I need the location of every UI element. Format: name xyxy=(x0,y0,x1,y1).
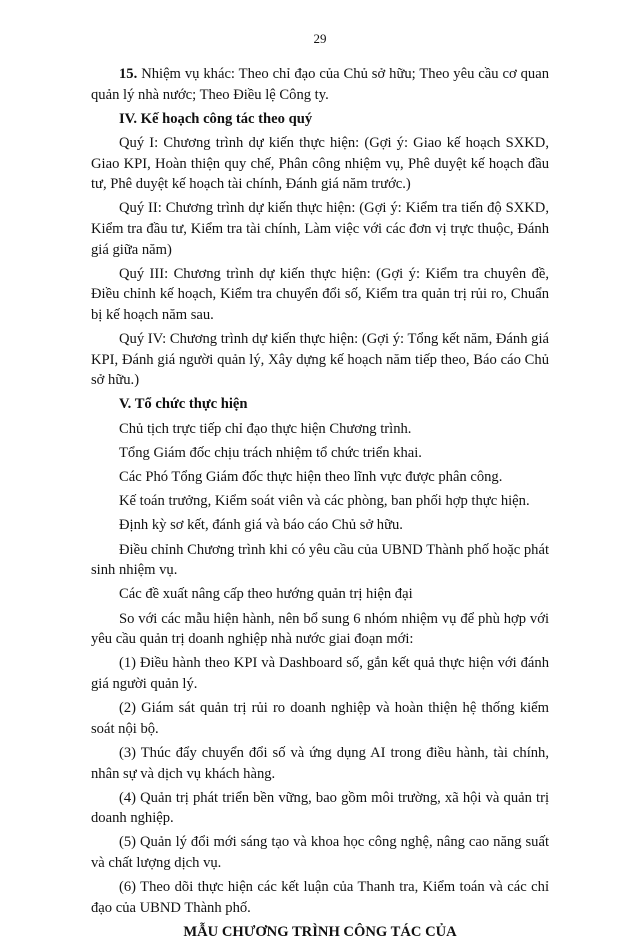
section-4-heading: IV. Kế hoạch công tác theo quý xyxy=(119,110,313,127)
document-body xyxy=(91,64,549,943)
implementation-paragraph: Chủ tịch trực tiếp chỉ đạo thực hiện Chương trình. xyxy=(119,420,412,437)
implementation-paragraph: Kế toán trưởng, Kiểm soát viên và các phòng, ban phối hợp thực hiện. xyxy=(119,493,530,510)
quarter-3-paragraph: Quý III: Chương trình dự kiến thực hiện: (Gợi ý: Kiểm tra chuyên đề, Điều chỉnh kế hoạch, Kiểm tra chuyển đổi số, Kiểm tra quản trị rủi ro, Chuẩn bị kế hoạch năm sau. xyxy=(91,265,549,323)
page-number: 29 xyxy=(313,31,327,46)
section-5-heading: V. Tổ chức thực hiện xyxy=(119,396,248,413)
upgrade-intro-paragraph: So với các mẫu hiện hành, nên bổ sung 6 nhóm nhiệm vụ để phù hợp với yêu cầu quản trị doanh nghiệp nhà nước giai đoạn mới: xyxy=(91,610,549,648)
quarter-1-paragraph: Quý I: Chương trình dự kiến thực hiện: (Gợi ý: Giao kế hoạch SXKD, Giao KPI, Hoàn thiện quy chế, Phân công nhiệm vụ, Phê duyệt kế hoạch đầu tư, Phê duyệt kế hoạch tài chính, Đánh giá năm trước.) xyxy=(91,134,549,193)
template-heading: MẪU CHƯƠNG TRÌNH CÔNG TÁC CỦA xyxy=(183,924,457,941)
implementation-paragraph: Các Phó Tổng Giám đốc thực hiện theo lĩnh vực được phân công. xyxy=(119,469,503,486)
item-15-paragraph xyxy=(91,64,549,105)
implementation-paragraph: Định kỳ sơ kết, đánh giá và báo cáo Chủ sở hữu. xyxy=(119,517,403,534)
item-15-text: Nhiệm vụ khác: Theo chỉ đạo của Chủ sở hữu; Theo yêu cầu cơ quan quản lý nhà nước; Theo Điều lệ Công ty. xyxy=(91,66,549,103)
task-group-paragraph: (4) Quản trị phát triển bền vững, bao gồm môi trường, xã hội và quản trị doanh nghiệp. xyxy=(91,789,549,827)
task-group-paragraph: (6) Theo dõi thực hiện các kết luận của Thanh tra, Kiểm toán và các chỉ đạo của UBND Thành phố. xyxy=(91,879,549,916)
quarter-4-paragraph: Quý IV: Chương trình dự kiến thực hiện: (Gợi ý: Tổng kết năm, Đánh giá KPI, Đánh giá người quản lý, Xây dựng kế hoạch năm tiếp theo, Báo cáo Chủ sở hữu.) xyxy=(91,331,549,389)
task-group-paragraph: (1) Điều hành theo KPI và Dashboard số, gắn kết quả thực hiện với đánh giá người quản lý. xyxy=(91,655,549,692)
quarter-2-paragraph: Quý II: Chương trình dự kiến thực hiện: (Gợi ý: Kiểm tra tiến độ SXKD, Kiểm tra đầu tư, Kiểm tra tài chính, Làm việc với các đơn vị trực thuộc, Đánh giá giữa năm) xyxy=(91,200,549,258)
implementation-paragraph: Tổng Giám đốc chịu trách nhiệm tổ chức triển khai. xyxy=(119,444,422,461)
task-group-paragraph: (2) Giám sát quản trị rủi ro doanh nghiệp và hoàn thiện hệ thống kiểm soát nội bộ. xyxy=(91,700,549,737)
item-15-number: 15. xyxy=(119,66,138,82)
task-group-paragraph: (3) Thúc đẩy chuyển đổi số và ứng dụng AI trong điều hành, tài chính, nhân sự và dịch vụ khách hàng. xyxy=(91,744,549,782)
upgrade-proposals-paragraph: Các đề xuất nâng cấp theo hướng quản trị hiện đại xyxy=(119,586,413,603)
implementation-paragraph: Điều chỉnh Chương trình khi có yêu cầu của UBND Thành phố hoặc phát sinh nhiệm vụ. xyxy=(91,541,549,579)
task-group-paragraph: (5) Quản lý đổi mới sáng tạo và khoa học công nghệ, nâng cao năng suất và chất lượng dịch vụ. xyxy=(91,834,549,872)
